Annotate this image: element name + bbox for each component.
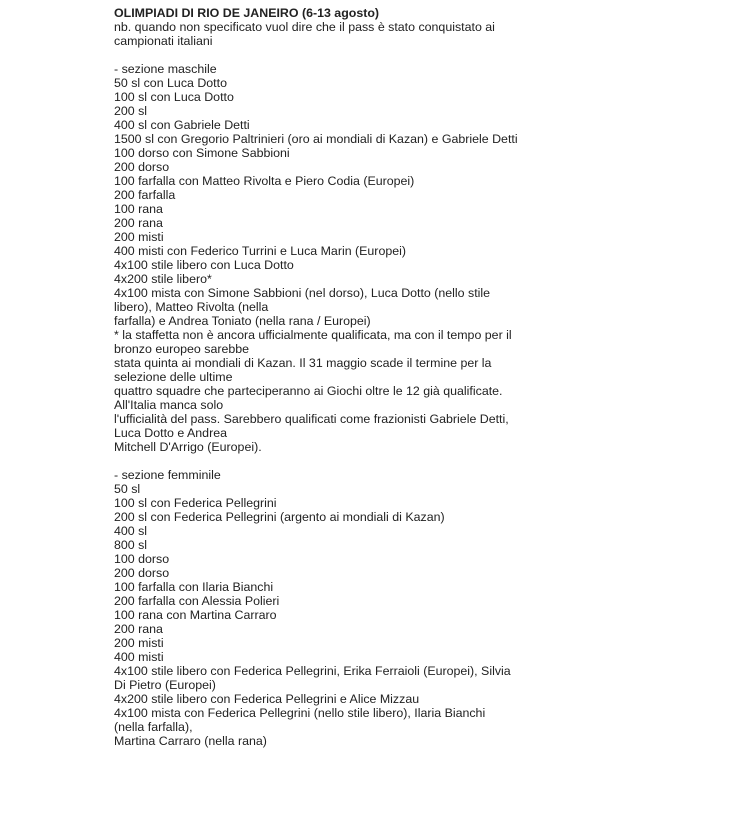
women-line: 400 sl xyxy=(114,524,148,538)
men-line: 200 farfalla xyxy=(114,188,176,202)
men-line: 400 sl con Gabriele Detti xyxy=(114,118,250,132)
women-line: (nella farfalla), xyxy=(114,720,193,734)
men-line: 100 farfalla con Matteo Rivolta e Piero Codia (Europei) xyxy=(114,174,415,188)
men-line: quattro squadre che parteciperanno ai Giochi oltre le 12 già qualificate. xyxy=(114,384,503,398)
women-section xyxy=(114,468,544,748)
men-line: 200 sl xyxy=(114,104,148,118)
men-line: 4x100 stile libero con Luca Dotto xyxy=(114,258,294,272)
women-line: Martina Carraro (nella rana) xyxy=(114,734,267,748)
men-line: 4x200 stile libero* xyxy=(114,272,212,286)
men-line: Luca Dotto e Andrea xyxy=(114,426,227,440)
women-line: 4x200 stile libero con Federica Pellegrini e Alice Mizzau xyxy=(114,692,420,706)
men-line: 50 sl con Luca Dotto xyxy=(114,76,227,90)
men-line: * la staffetta non è ancora ufficialmente qualificata, ma con il tempo per il xyxy=(114,328,512,342)
women-line: 200 misti xyxy=(114,636,164,650)
men-line: bronzo europeo sarebbe xyxy=(114,342,250,356)
men-line: 400 misti con Federico Turrini e Luca Marin (Europei) xyxy=(114,244,406,258)
women-line: 4x100 stile libero con Federica Pellegrini, Erika Ferraioli (Europei), Silvia xyxy=(114,664,511,678)
men-line: 200 rana xyxy=(114,216,163,230)
spacer xyxy=(114,48,544,62)
article-title: OLIMPIADI DI RIO DE JANEIRO (6-13 agosto) xyxy=(114,6,380,20)
men-line: 100 dorso con Simone Sabbioni xyxy=(114,146,290,160)
women-line: 50 sl xyxy=(114,482,141,496)
women-line: Di Pietro (Europei) xyxy=(114,678,216,692)
men-section xyxy=(114,62,544,454)
women-line: 100 sl con Federica Pellegrini xyxy=(114,496,277,510)
intro-line: campionati italiani xyxy=(114,34,213,48)
women-line: 100 farfalla con Ilaria Bianchi xyxy=(114,580,274,594)
article-body xyxy=(114,6,544,748)
women-line: 400 misti xyxy=(114,650,164,664)
women-section-heading: - sezione femminile xyxy=(114,468,221,482)
men-line: 1500 sl con Gregorio Paltrinieri (oro ai mondiali di Kazan) e Gabriele Detti xyxy=(114,132,518,146)
men-line: 100 sl con Luca Dotto xyxy=(114,90,234,104)
men-line: 4x100 mista con Simone Sabbioni (nel dorso), Luca Dotto (nello stile xyxy=(114,286,491,300)
women-line: 100 rana con Martina Carraro xyxy=(114,608,277,622)
men-line: All'Italia manca solo xyxy=(114,398,224,412)
men-section-heading: - sezione maschile xyxy=(114,62,217,76)
men-line: libero), Matteo Rivolta (nella xyxy=(114,300,269,314)
intro-line: nb. quando non specificato vuol dire che il pass è stato conquistato ai xyxy=(114,20,495,34)
men-line: stata quinta ai mondiali di Kazan. Il 31 maggio scade il termine per la xyxy=(114,356,492,370)
men-line: 100 rana xyxy=(114,202,163,216)
men-line: Mitchell D'Arrigo (Europei). xyxy=(114,440,262,454)
women-line: 200 rana xyxy=(114,622,163,636)
men-line: 200 dorso xyxy=(114,160,170,174)
men-line: farfalla) e Andrea Toniato (nella rana / Europei) xyxy=(114,314,371,328)
men-line: selezione delle ultime xyxy=(114,370,233,384)
women-line: 200 sl con Federica Pellegrini (argento ai mondiali di Kazan) xyxy=(114,510,445,524)
men-line: 200 misti xyxy=(114,230,164,244)
women-line: 800 sl xyxy=(114,538,148,552)
spacer xyxy=(114,454,544,468)
intro-note xyxy=(114,20,544,48)
men-line: l'ufficialità del pass. Sarebbero qualificati come frazionisti Gabriele Detti, xyxy=(114,412,509,426)
women-line: 100 dorso xyxy=(114,552,170,566)
women-line: 4x100 mista con Federica Pellegrini (nello stile libero), Ilaria Bianchi xyxy=(114,706,486,720)
women-line: 200 farfalla con Alessia Polieri xyxy=(114,594,280,608)
women-line: 200 dorso xyxy=(114,566,170,580)
